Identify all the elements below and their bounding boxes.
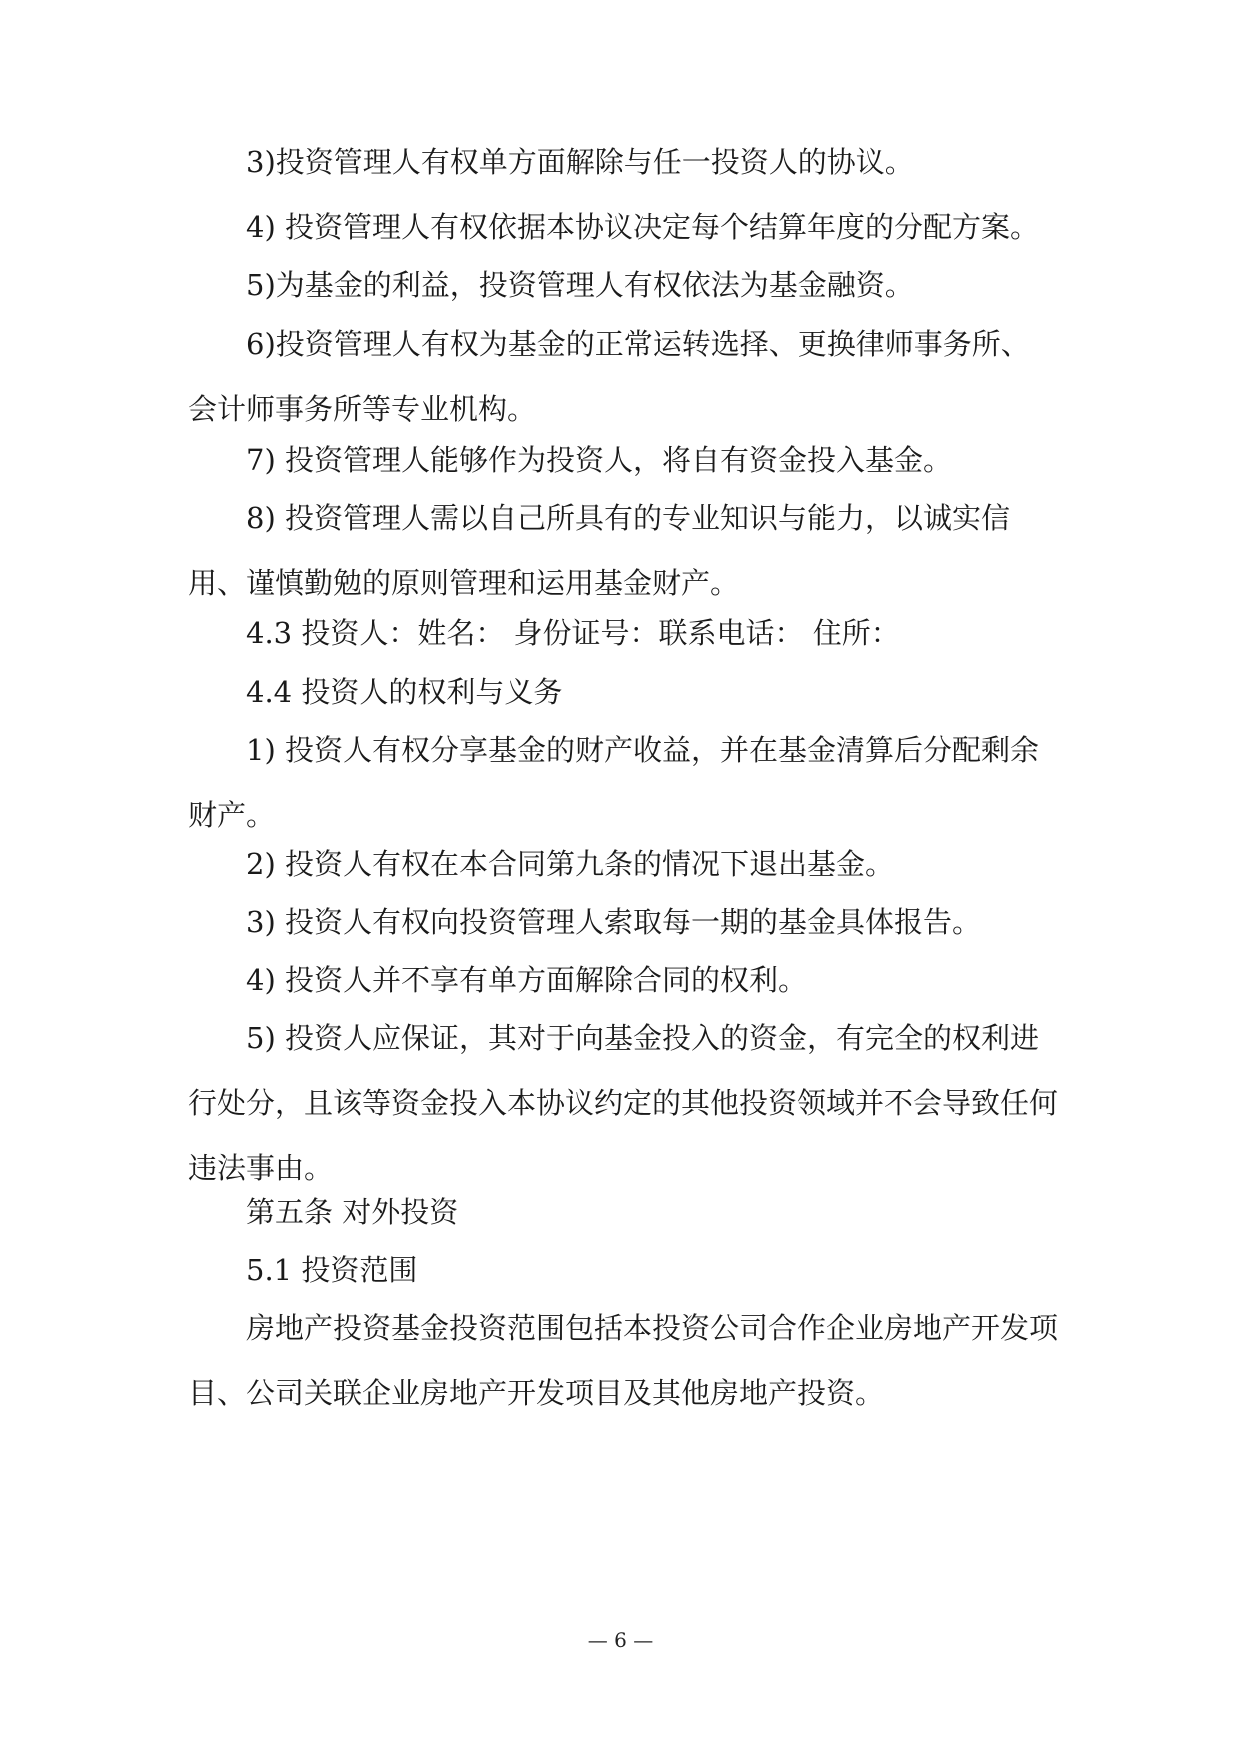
paragraph-investor-right-2: 2) 投资人有权在本合同第九条的情况下退出基金。	[246, 847, 894, 881]
paragraph-investor-duty-5: 5) 投资人应保证，其对于向基金投入的资金，有完全的权利进行处分，且该等资金投入本协议约定的其他投资领域并不会导致任何违法事由。	[188, 1021, 1059, 1185]
paragraph-investment-scope: 房地产投资基金投资范围包括本投资公司合作企业房地产开发项目、公司关联企业房地产开发项目及其他房地产投资。	[188, 1311, 1059, 1410]
paragraph-investor-right-3: 3) 投资人有权向投资管理人索取每一期的基金具体报告。	[246, 905, 981, 939]
page-number: — 6 —	[587, 1628, 654, 1652]
paragraph-manager-duty-8: 8) 投资管理人需以自己所具有的专业知识与能力，以诚实信用、谨慎勤勉的原则管理和运用基金财产。	[188, 501, 1010, 600]
section-heading-investor-rights: 4.4 投资人的权利与义务	[246, 675, 563, 709]
section-heading-investment-scope: 5.1 投资范围	[246, 1253, 418, 1287]
paragraph-investor-right-1: 1) 投资人有权分享基金的财产收益，并在基金清算后分配剩余财产。	[188, 733, 1039, 832]
paragraph-manager-right-7: 7) 投资管理人能够作为投资人，将自有资金投入基金。	[246, 443, 952, 477]
paragraph-manager-right-6: 6)投资管理人有权为基金的正常运转选择、更换律师事务所、会计师事务所等专业机构。	[188, 327, 1030, 426]
paragraph-investor-info: 4.3 投资人：姓名： 身份证号：联系电话： 住所：	[246, 616, 900, 650]
paragraph-manager-right-4: 4) 投资管理人有权依据本协议决定每个结算年度的分配方案。	[246, 210, 1039, 244]
paragraph-manager-right-5: 5)为基金的利益，投资管理人有权依法为基金融资。	[246, 268, 914, 302]
paragraph-manager-right-3: 3)投资管理人有权单方面解除与任一投资人的协议。	[246, 145, 914, 179]
article-heading-5: 第五条 对外投资	[246, 1195, 459, 1229]
paragraph-investor-right-4: 4) 投资人并不享有单方面解除合同的权利。	[246, 963, 807, 997]
